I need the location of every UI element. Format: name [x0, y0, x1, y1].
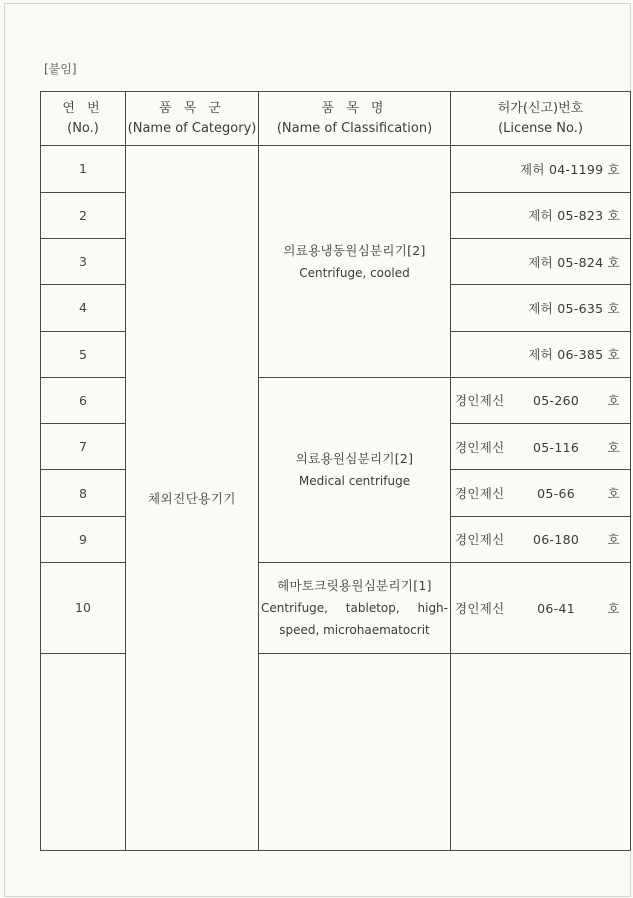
license-number: 경인제신 05-260 호	[451, 377, 631, 423]
category-name: 체외진단용기기	[147, 491, 237, 507]
attachment-label: [붙임]	[44, 62, 77, 76]
row-no: 4	[41, 285, 126, 331]
header-no-kr: 연 번	[62, 100, 104, 116]
classification-kr: 헤마토크릿용원심분리기[1]	[277, 577, 432, 593]
license-number: 제허 06-385 호	[451, 331, 631, 377]
classification-kr: 의료용원심분리기[2]	[295, 450, 414, 466]
row-no: 5	[41, 331, 126, 377]
license-number: 경인제신 06-180 호	[451, 516, 631, 562]
license-number: 제허 04-1199 호	[451, 146, 631, 192]
header-no	[41, 92, 126, 146]
license-number: 제허 05-823 호	[451, 192, 631, 238]
empty-cell	[41, 653, 126, 850]
row-no: 7	[41, 424, 126, 470]
category-cell	[126, 146, 259, 851]
license-number: 제허 05-635 호	[451, 285, 631, 331]
classification-cell	[259, 377, 451, 562]
row-no: 3	[41, 238, 126, 284]
classification-en: Centrifuge, cooled	[299, 265, 410, 280]
license-number: 제허 05-824 호	[451, 238, 631, 284]
table-row	[41, 146, 631, 192]
row-no: 2	[41, 192, 126, 238]
empty-cell	[451, 653, 631, 850]
row-no: 6	[41, 377, 126, 423]
classification-kr: 의료용냉동원심분리기[2]	[283, 242, 426, 258]
table-header-row	[41, 92, 631, 146]
header-license-kr: 허가(신고)번호	[497, 100, 584, 116]
license-number: 경인제신 05-66 호	[451, 470, 631, 516]
license-number: 경인제신 05-116 호	[451, 424, 631, 470]
header-license-en: (License No.)	[498, 120, 583, 136]
header-classification-kr: 품 목 명	[321, 100, 388, 116]
header-category	[126, 92, 259, 146]
license-number: 경인제신 06-41 호	[451, 563, 631, 654]
classification-cell	[259, 563, 451, 654]
row-no: 10	[41, 563, 126, 654]
header-category-kr: 품 목 군	[159, 100, 225, 116]
header-classification	[259, 92, 451, 146]
row-no: 9	[41, 516, 126, 562]
license-table	[40, 91, 631, 851]
header-classification-en: (Name of Classification)	[276, 120, 433, 136]
row-no: 8	[41, 470, 126, 516]
row-no: 1	[41, 146, 126, 192]
header-category-en: (Name of Category)	[127, 120, 257, 136]
empty-cell	[259, 653, 451, 850]
classification-en: Centrifuge, tabletop, high-speed, microhaematocrit	[261, 600, 448, 637]
header-no-en: (No.)	[67, 120, 99, 136]
classification-cell	[259, 146, 451, 377]
header-license	[451, 92, 631, 146]
classification-en: Medical centrifuge	[298, 473, 411, 488]
